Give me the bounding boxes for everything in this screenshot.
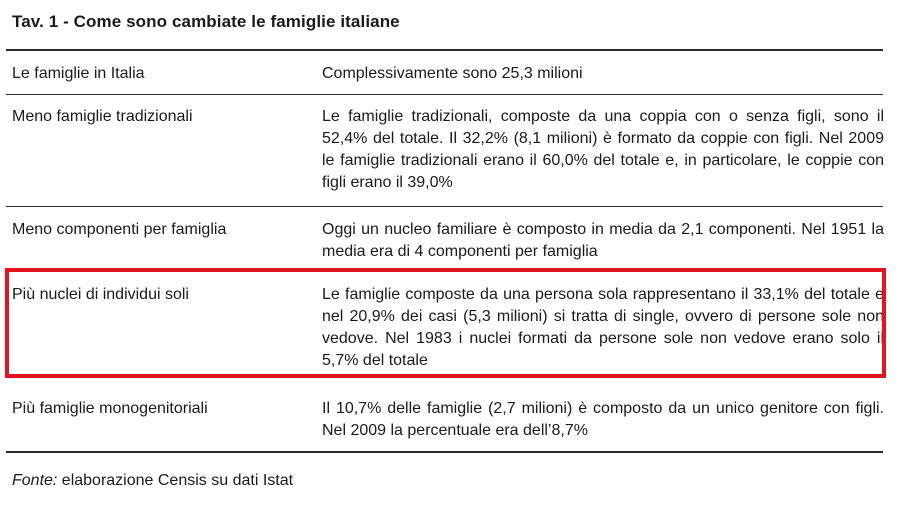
row-divider: [6, 206, 883, 207]
row-label-monogenitoriali: Più famiglie monogenitoriali: [12, 400, 208, 417]
top-rule: [6, 49, 883, 51]
source-label: Fonte:: [12, 472, 58, 489]
row-text-componenti-per-famiglia: Oggi un nucleo familiare è composto in media da 2,1 componenti. Nel 1951 la media era di 4 componenti per famiglia: [322, 221, 884, 260]
source-text: elaborazione Censis su dati Istat: [57, 472, 294, 489]
row-text-monogenitoriali: Il 10,7% delle famiglie (2,7 milioni) è composto da un unico genitore con figli. Nel 2009 la percentuale era dell’8,7%: [322, 400, 884, 439]
row-label-famiglie-in-italia: Le famiglie in Italia: [12, 65, 145, 82]
row-label-individui-soli: Più nuclei di individui soli: [12, 286, 189, 303]
row-label-famiglie-tradizionali: Meno famiglie tradizionali: [12, 108, 193, 125]
table-title: Tav. 1 - Come sono cambiate le famiglie italiane: [12, 12, 400, 31]
row-text-famiglie-tradizionali: Le famiglie tradizionali, composte da una coppia con o senza figli, sono il 52,4% del totale. Il 32,2% (8,1 milioni) è formato da coppie con figli. Nel 2009 le famiglie tradizionali erano il 60,0% del totale e, in particolare, le coppie con figli erano il 39,0%: [322, 108, 884, 191]
row-divider: [6, 94, 883, 95]
bottom-rule: [6, 451, 883, 453]
source-note: [12, 470, 293, 492]
row-text-famiglie-in-italia: Complessivamente sono 25,3 milioni: [322, 65, 583, 82]
row-label-componenti-per-famiglia: Meno componenti per famiglia: [12, 221, 227, 238]
row-text-individui-soli: Le famiglie composte da una persona sola rappresentano il 33,1% del totale e nel 20,9% dei casi (5,3 milioni) si tratta di single, ovvero di persone sole non vedove. Nel 1983 i nuclei formati da persone sole non vedove erano solo il 5,7% del totale: [322, 286, 884, 369]
highlight-box: [5, 268, 886, 378]
